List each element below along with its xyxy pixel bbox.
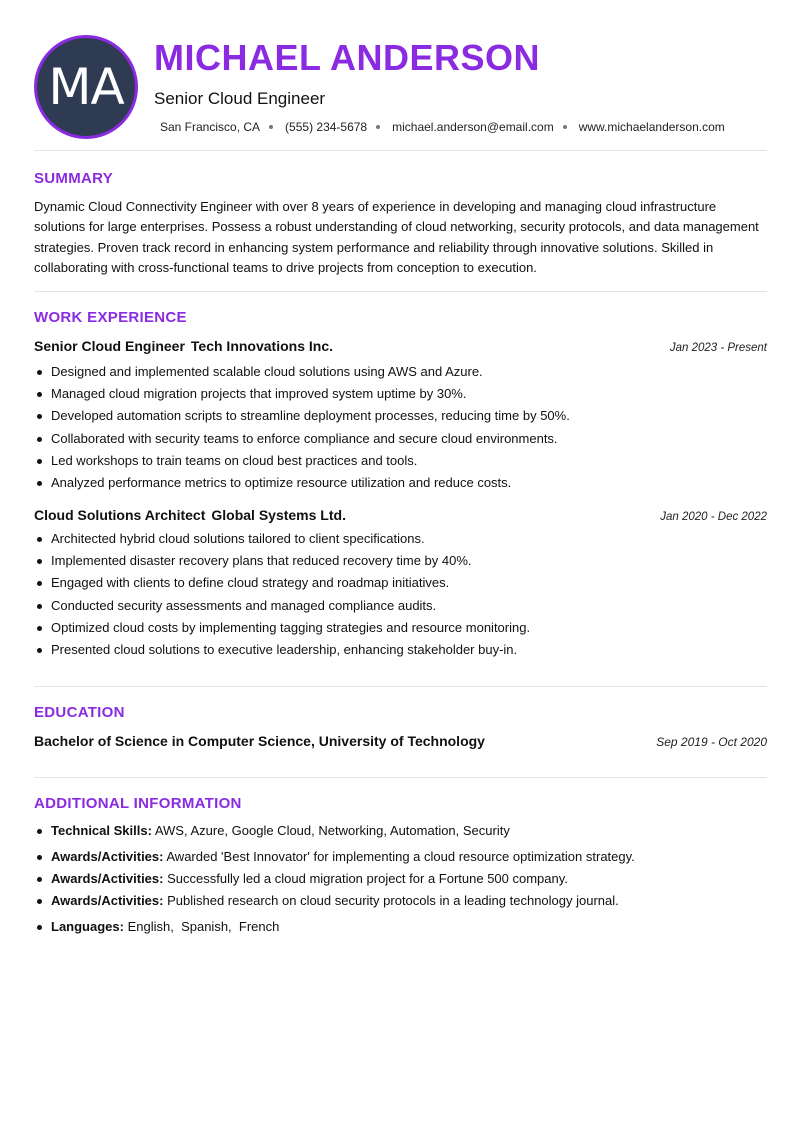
item-text: Successfully led a cloud migration project for a Fortune 500 company.: [167, 871, 568, 886]
candidate-name: MICHAEL ANDERSON: [154, 37, 541, 78]
list-item: Led workshops to train teams on cloud best practices and tools.: [34, 450, 767, 472]
item-label: Languages:: [51, 919, 124, 934]
separator-dot: [376, 125, 380, 129]
education-degree: Bachelor of Science in Computer Science, University of Technology: [34, 733, 485, 749]
list-item: Optimized cloud costs by implementing tagging strategies and resource monitoring.: [34, 617, 767, 639]
education-entry: [34, 733, 767, 749]
list-item: Designed and implemented scalable cloud solutions using AWS and Azure.: [34, 361, 767, 383]
divider: [34, 686, 767, 687]
additional-heading: ADDITIONAL INFORMATION: [34, 795, 242, 812]
list-item: Analyzed performance metrics to optimize resource utilization and reduce costs.: [34, 472, 767, 494]
contact-website[interactable]: www.michaelanderson.com: [578, 120, 725, 134]
summary-heading: SUMMARY: [34, 170, 114, 187]
education-dates: Sep 2019 - Oct 2020: [656, 735, 767, 749]
list-item: Architected hybrid cloud solutions tailored to client specifications.: [34, 528, 767, 550]
item-label: Awards/Activities:: [51, 893, 164, 908]
list-item: Developed automation scripts to streamline deployment processes, reducing time by 50%.: [34, 405, 767, 427]
contact-location: San Francisco, CA: [160, 120, 261, 134]
job-company: Tech Innovations Inc.: [190, 338, 333, 354]
item-label: Awards/Activities:: [51, 871, 164, 886]
job-role-line: [34, 507, 346, 523]
item-text: English, Spanish, French: [127, 919, 280, 934]
list-item: [34, 822, 510, 840]
item-label: Technical Skills:: [51, 823, 152, 838]
item-label: Awards/Activities:: [51, 849, 164, 864]
job-role: Senior Cloud Engineer: [34, 338, 185, 354]
list-item: [34, 892, 619, 910]
list-item: [34, 848, 635, 866]
job-dates: Jan 2023 - Present: [669, 342, 767, 354]
experience-heading: WORK EXPERIENCE: [34, 309, 187, 326]
job-bullet-list: [34, 528, 767, 661]
list-item: Engaged with clients to define cloud strategy and roadmap initiatives.: [34, 572, 767, 594]
contact-email[interactable]: michael.anderson@email.com: [392, 120, 554, 134]
job-bullet-list: [34, 361, 767, 494]
item-text: AWS, Azure, Google Cloud, Networking, Automation, Security: [154, 823, 510, 838]
separator-dot: [269, 125, 273, 129]
divider: [34, 777, 767, 778]
list-item: Collaborated with security teams to enforce compliance and secure cloud environments.: [34, 428, 767, 450]
item-text: Awarded 'Best Innovator' for implementing a cloud resource optimization strategy.: [166, 849, 635, 864]
list-item: [34, 870, 568, 888]
list-item: Presented cloud solutions to executive leadership, enhancing stakeholder buy-in.: [34, 639, 767, 661]
job-role: Cloud Solutions Architect: [34, 507, 206, 523]
education-heading: EDUCATION: [34, 704, 125, 721]
divider: [34, 150, 767, 151]
list-item: Implemented disaster recovery plans that reduced recovery time by 40%.: [34, 550, 767, 572]
list-item: Conducted security assessments and managed compliance audits.: [34, 595, 767, 617]
job-dates: Jan 2020 - Dec 2022: [660, 511, 767, 523]
job-header: [34, 338, 767, 354]
contact-line: [160, 120, 725, 134]
summary-text: Dynamic Cloud Connectivity Engineer with over 8 years of experience in developing and managing cloud infrastructure solutions for large enterprises. Possess a robust understanding of cloud networking, security protocols, and data management strategies. Proven track record in enhancing system performance and reliability through innovative solutions. Skilled in collaborating with cross-functional teams to drive projects from conception to execution.: [34, 199, 759, 275]
item-text: Published research on cloud security protocols in a leading technology journal.: [167, 893, 619, 908]
list-item: Managed cloud migration projects that improved system uptime by 30%.: [34, 383, 767, 405]
avatar-initials: MA: [48, 58, 124, 116]
avatar: [34, 35, 138, 139]
divider: [34, 291, 767, 292]
contact-phone: (555) 234-5678: [285, 120, 368, 134]
job-role-line: [34, 338, 333, 354]
list-item: [34, 918, 279, 936]
job-company: Global Systems Ltd.: [211, 507, 346, 523]
candidate-title: Senior Cloud Engineer: [154, 89, 326, 108]
separator-dot: [563, 125, 567, 129]
job-header: [34, 507, 767, 523]
